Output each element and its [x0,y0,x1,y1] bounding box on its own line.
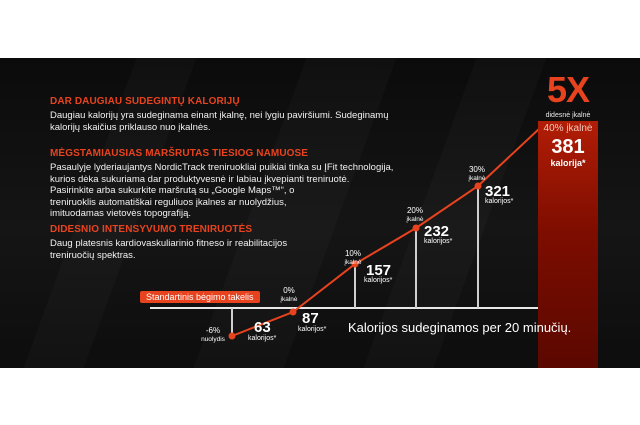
incline-percent: 0% [283,286,295,295]
point-neg6 [229,333,236,340]
calorie-value: 87 [302,310,319,327]
section-title: DAR DAUGIAU SUDEGINTŲ KALORIJŲ [50,96,240,107]
multiplier-heading: 5X [546,69,590,110]
section-favorite-route [50,148,450,220]
point-0 [290,309,297,316]
top-incline-label: 40% įkalnė [543,123,593,134]
section-line: Pasaulyje lyderiaujantys NordicTrack treniruokliai puikiai tinka su ĮFit technologija, [50,162,394,173]
multiplier-subtitle: didesnė įkalnė [545,112,591,119]
point-label-10 [338,249,368,267]
point-label-neg6 [198,326,228,344]
section-higher-intensity [50,224,453,261]
section-line: imituodamas vietovės topografiją. [50,208,191,219]
section-body [50,162,450,220]
calorie-unit: kalorijos* [298,326,327,333]
incline-word: įkalnė [280,296,298,303]
section-line: kalorijų skaičius priklauso nuo įkalnės. [50,121,211,133]
section-title: MĖGSTAMIAUSIAS MARŠRUTAS TIESIOG NAMUOSE [50,148,309,159]
calorie-unit: kalorijos* [364,277,393,284]
section-body [50,238,453,261]
standard-treadmill-badge: Standartinis bėgimo takelis [140,291,260,303]
incline-percent: 10% [344,249,361,258]
section-line: treniruočių spektras. [50,249,136,261]
top-calorie-value: 381 [551,136,585,158]
calorie-unit: kalorijos* [248,335,277,342]
incline-percent: 30% [468,165,485,174]
point-label-20 [400,206,430,224]
calorie-value: 321 [485,183,511,200]
calorie-value: 232 [424,223,450,240]
infographic-banner [0,58,640,368]
incline-word: įkalnė [406,216,424,223]
incline-word: įkalnė [468,175,486,182]
point-label-0 [276,286,302,304]
calorie-value: 63 [254,319,271,336]
top-calorie-unit: kalorija* [550,158,586,168]
section-line: treniruoklis automatiškai reguliuos įkalnes ar nuolydžius, [50,196,287,208]
section-line: Daugiau kalorijų yra sudeginama einant įkalnę, nei lygiu paviršiumi. Sudeginamų [50,110,389,121]
chart-caption: Kalorijos sudeginamos per 20 minučių. [348,320,572,335]
calorie-value: 157 [366,262,392,279]
calorie-unit: kalorijos* [424,238,453,245]
section-body [50,110,450,133]
calorie-unit: kalorijos* [485,198,514,205]
incline-word: įkalnė [344,259,362,266]
incline-percent: 20% [406,206,423,215]
incline-word: nuolydis [201,336,225,343]
section-line: Pasirinkite arba sukurkite maršrutą su „Google Maps™“, o [50,185,295,196]
section-title: DIDESNIO INTENSYVUMO TRENIRUOTĖS [50,224,253,235]
point-label-30 [462,165,492,183]
incline-percent: -6% [205,326,221,335]
point-30 [475,183,482,190]
section-line: Daug platesnis kardiovaskuliarinio fitneso ir reabilitacijos [50,238,288,249]
section-more-calories [50,96,450,133]
section-line: kurios dėka sukuriama dar produktyvesnė ir labiau įkvepianti treniruotė. [50,173,350,185]
